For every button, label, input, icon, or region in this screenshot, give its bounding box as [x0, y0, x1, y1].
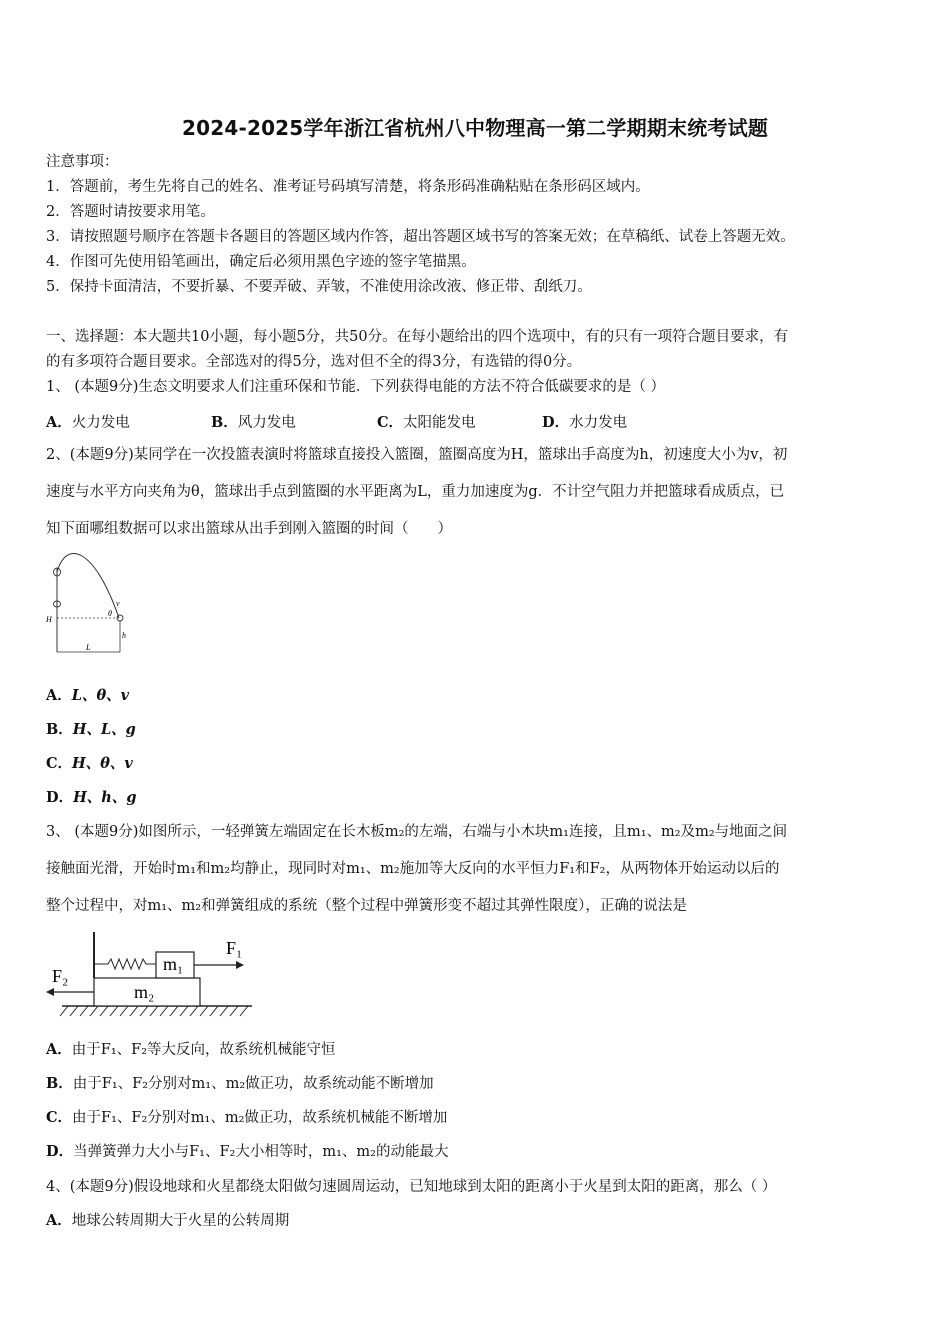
note-item-1: 1．答题前，考生先将自己的姓名、准考证号码填写清楚，将条形码准确粘贴在条形码区域内。: [46, 179, 650, 195]
q2-option-c: C．H、θ、v: [46, 755, 133, 772]
figure-label-theta: θ: [108, 609, 112, 618]
q3-option-b: B．由于F₁、F₂分别对m₁、m₂做正功，故系统动能不断增加: [46, 1075, 434, 1092]
figure-label-L: L: [86, 643, 91, 652]
section-intro-line-2: 的有多项符合题目要求。全部选对的得5分，选对但不全的得3分，有选错的得0分。: [46, 354, 582, 370]
figure-label-F2: F₂: [52, 966, 69, 986]
figure-label-v: v: [116, 599, 120, 608]
figure-label-F1: F₁: [226, 938, 243, 958]
q1-option-b: B．风力发电: [211, 414, 296, 431]
figure-label-h: h: [122, 631, 126, 640]
notes-heading: 注意事项：: [46, 154, 119, 170]
q3-stem-line-1: 3、 (本题9分)如图所示，一轻弹簧左端固定在长木板m₂的左端，右端与小木块m₁连接，且m₁、m₂及m₂与地面之间: [46, 824, 788, 840]
q4-stem: 4、(本题9分)假设地球和火星都绕太阳做匀速圆周运动，已知地球到太阳的距离小于火星到太阳的距离，那么（ ）: [46, 1179, 777, 1195]
q2-option-d: D．H、h、g: [46, 789, 137, 806]
q2-basketball-figure: [44, 546, 134, 658]
section-intro-line-1: 一、选择题：本大题共10小题，每小题5分，共50分。在每小题给出的四个选项中，有的只有一项符合题目要求，有: [46, 329, 789, 345]
q3-option-a: A．由于F₁、F₂等大反向，故系统机械能守恒: [46, 1041, 336, 1058]
q1-stem: 1、 (本题9分)生态文明要求人们注重环保和节能．下列获得电能的方法不符合低碳要求的是（ ）: [46, 379, 665, 395]
q1-option-d: D．水力发电: [542, 414, 628, 431]
note-item-4: 4．作图可先使用铅笔画出，确定后必须用黑色字迹的签字笔描黑。: [46, 254, 476, 270]
figure-label-H: H: [46, 615, 52, 624]
q3-spring-block-figure: [40, 928, 260, 1020]
note-item-5: 5．保持卡面清洁，不要折暴、不要弄破、弄皱，不准使用涂改液、修正带、刮纸刀。: [46, 279, 592, 295]
q2-stem-line-1: 2、(本题9分)某同学在一次投篮表演时将篮球直接投入篮圈，篮圈高度为H，篮球出手高度为h，初速度大小为v，初: [46, 447, 788, 463]
figure-label-m2: m₂: [134, 982, 155, 1002]
note-item-3: 3．请按照题号顺序在答题卡各题目的答题区域内作答，超出答题区域书写的答案无效；在草稿纸、试卷上答题无效。: [46, 229, 795, 245]
q3-stem-line-2: 接触面光滑，开始时m₁和m₂均静止，现同时对m₁、m₂施加等大反向的水平恒力F₁和F₂，从两物体开始运动以后的: [46, 861, 780, 877]
figure-label-m1: m₁: [163, 954, 184, 974]
q2-option-b: B．H、L、g: [46, 721, 136, 738]
q3-option-c: C．由于F₁、F₂分别对m₁、m₂做正功，故系统机械能不断增加: [46, 1109, 448, 1126]
q1-option-a: A．火力发电: [46, 414, 130, 431]
page-title: 2024-2025学年浙江省杭州八中物理高一第二学期期末统考试题: [181, 116, 769, 140]
q4-option-a: A．地球公转周期大于火星的公转周期: [46, 1212, 290, 1229]
q3-option-d: D．当弹簧弹力大小与F₁、F₂大小相等时，m₁、m₂的动能最大: [46, 1143, 449, 1160]
q2-option-a: A．L、θ、v: [46, 687, 130, 704]
q3-stem-line-3: 整个过程中，对m₁、m₂和弹簧组成的系统（整个过程中弹簧形变不超过其弹性限度），正确的说法是: [46, 898, 687, 914]
q2-stem-line-3: 知下面哪组数据可以求出篮球从出手到刚入篮圈的时间（ ）: [46, 521, 452, 537]
q1-option-c: C．太阳能发电: [377, 414, 476, 431]
note-item-2: 2．答题时请按要求用笔。: [46, 204, 215, 220]
q2-stem-line-2: 速度与水平方向夹角为θ，篮球出手点到篮圈的水平距离为L，重力加速度为g．不计空气阻力并把篮球看成质点，已: [46, 484, 785, 500]
